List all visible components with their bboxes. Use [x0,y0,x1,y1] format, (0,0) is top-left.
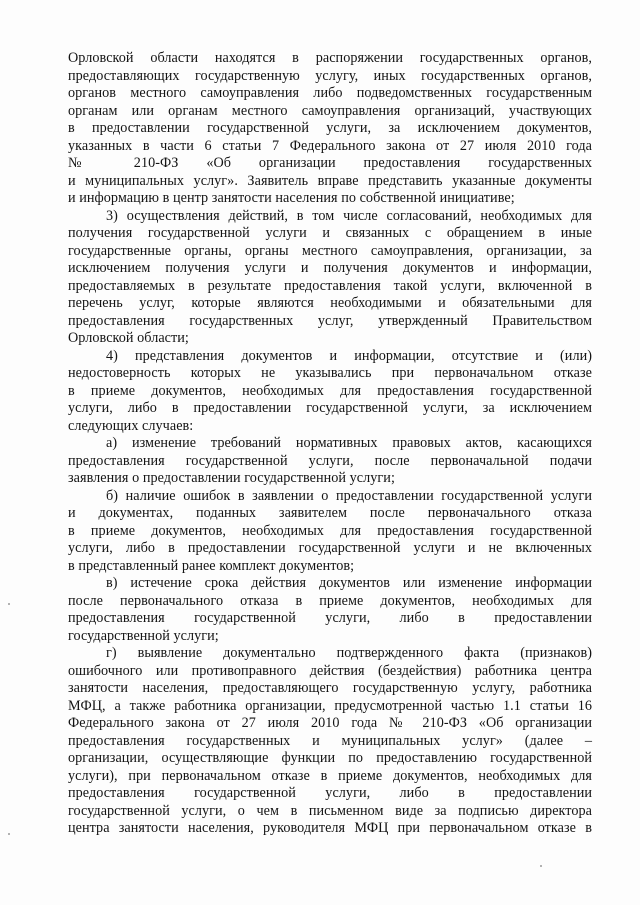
text-line: МФЦ, а также работника организации, предусмотренной частью 1.1 статьи 16 [68,697,592,714]
text-line: 4) представления документов и информации, отсутствие и (или) [106,347,592,364]
text-line: предоставления государственной услуги, либо в предоставлении [68,610,592,626]
text-line: предоставляющих государственную услугу, иных государственных органов, [68,67,592,84]
text-line: услуги, либо в предоставлении государственной услуги и не включенных [68,540,592,556]
text-line: организации, осуществляющие функции по предоставлению государственной [68,750,592,766]
scan-speck [540,865,542,867]
text-line: предоставления государственных услуг, утвержденный Правительством [68,312,592,329]
text-line: указанных в части 6 статьи 7 Федерального закона от 27 июля 2010 года [68,137,592,154]
text-line: предоставления государственной услуги, после первоначальной подачи [68,452,592,469]
text-line: в приеме документов, необходимых для предоставления государственной [68,382,592,399]
text-line: б) наличие ошибок в заявлении о предоставлении государственной услуги [106,487,592,504]
text-line: Орловской области; [68,330,189,346]
text-line: государственной услуги; [68,627,219,644]
text-line: получения государственной услуги и связанных с обращением в иные [68,225,592,241]
scan-speck [8,833,10,835]
text-line: недостоверность которых не указывались при первоначальном отказе [68,365,592,381]
text-line: занятости населения, предоставляющего государственную услугу, работника [68,680,592,696]
document-body [68,50,592,838]
text-line: органов местного самоуправления либо подведомственных государственным [68,85,592,101]
text-line: г) выявление документально подтвержденного факта (признаков) [106,645,592,661]
text-line: 3) осуществления действий, в том числе согласований, необходимых для [106,207,592,224]
text-line: перечень услуг, которые являются необходимыми и обязательными для [68,295,592,311]
text-line: ошибочного или противоправного действия (бездействия) работника центра [68,662,592,679]
text-line: государственные органы, органы местного самоуправления, организации, за [68,242,592,259]
text-line: Орловской области находятся в распоряжении государственных органов, [68,50,592,66]
text-line: № 210-ФЗ «Об организации предоставления государственных [68,155,592,171]
text-line: предоставляемых в результате предоставления такой услуги, включенной в [68,277,592,294]
text-line: следующих случаев: [68,417,194,434]
text-line: центра занятости населения, руководителя МФЦ при первоначальном отказе в [68,820,592,836]
scan-speck [8,603,10,605]
text-line: в предоставлении государственной услуги, за исключением документов, [68,120,592,136]
text-line: заявления о предоставлении государственной услуги; [68,470,395,486]
text-line: и муниципальных услуг». Заявитель вправе представить указанные документы [68,172,592,189]
text-line: в) истечение срока действия документов или изменение информации [106,575,592,591]
text-line: Федерального закона от 27 июля 2010 года № 210-ФЗ «Об организации [68,715,592,731]
text-line: и информацию в центр занятости населения по собственной инициативе; [68,190,515,206]
text-line: предоставления государственной услуги, либо в предоставлении [68,785,592,801]
text-line: предоставления государственных и муниципальных услуг» (далее – [68,732,592,749]
text-line: и документах, поданных заявителем после первоначального отказа [68,505,592,521]
text-line: государственной услуги, о чем в письменном виде за подписью директора [68,802,592,819]
text-line: в представленный ранее комплект документов; [68,557,355,574]
text-line: услуги, либо в предоставлении государственной услуги, за исключением [68,400,592,416]
text-line: после первоначального отказа в приеме документов, необходимых для [68,592,592,609]
text-line: органам или органам местного самоуправления организаций, участвующих [68,102,592,119]
text-line: услуги), при первоначальном отказе в приеме документов, необходимых для [68,767,592,784]
text-line: исключением получения услуги и получения документов и информации, [68,260,592,276]
text-line: в приеме документов, необходимых для предоставления государственной [68,522,592,539]
text-line: а) изменение требований нормативных правовых актов, касающихся [106,435,592,451]
